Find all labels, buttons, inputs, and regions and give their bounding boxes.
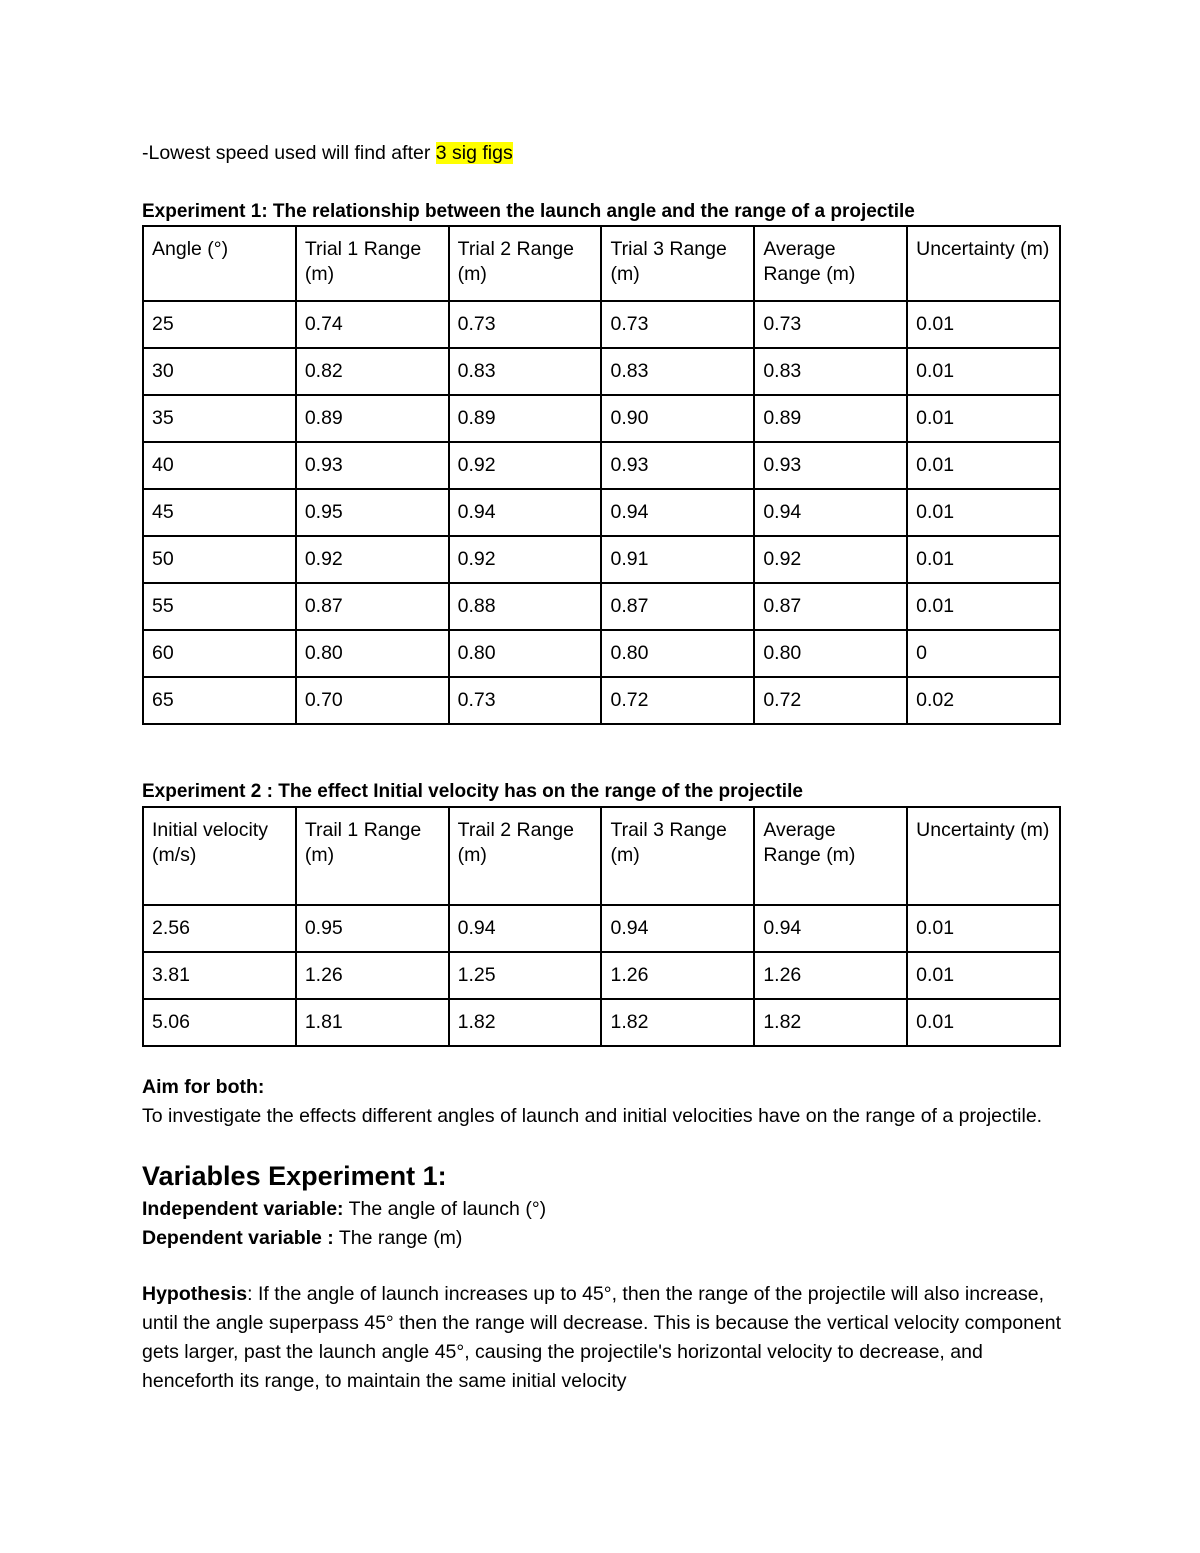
table-cell: 30: [143, 348, 296, 395]
table-cell: 0.83: [754, 348, 907, 395]
table-cell: 1.26: [601, 952, 754, 999]
table-row: [143, 395, 1060, 442]
table-header-cell: Angle (°): [143, 226, 296, 301]
table-cell: 0.82: [296, 348, 449, 395]
table-cell: 0.80: [754, 630, 907, 677]
note-line: [142, 139, 513, 168]
table-header-cell: Trial 3 Range (m): [601, 226, 754, 301]
table-cell: 0.94: [754, 905, 907, 952]
table-cell: 0.72: [754, 677, 907, 724]
table-cell: 0.89: [754, 395, 907, 442]
aim-heading: Aim for both:: [142, 1076, 265, 1098]
table-row: [143, 536, 1060, 583]
table-header-cell: Trail 3 Range (m): [601, 807, 754, 905]
table-cell: 65: [143, 677, 296, 724]
table-cell: 0.93: [296, 442, 449, 489]
table-cell: 1.82: [449, 999, 602, 1046]
table-cell: 50: [143, 536, 296, 583]
table-row: [143, 999, 1060, 1046]
table-cell: 0.70: [296, 677, 449, 724]
table-cell: 0.01: [907, 905, 1060, 952]
hypothesis-label: Hypothesis: [142, 1283, 248, 1305]
table-cell: 0.94: [754, 489, 907, 536]
table-cell: 0.83: [601, 348, 754, 395]
table-header-cell: Uncertainty (m): [907, 807, 1060, 905]
table-cell: 0.01: [907, 489, 1060, 536]
table-header-cell: Average Range (m): [754, 807, 907, 905]
table-header-cell: Uncertainty (m): [907, 226, 1060, 301]
table-row: [143, 677, 1060, 724]
table-cell: 5.06: [143, 999, 296, 1046]
experiment2-table: [142, 806, 1061, 1047]
table-row: [143, 630, 1060, 677]
table-cell: 0.01: [907, 536, 1060, 583]
table-row: [143, 905, 1060, 952]
table-row: [143, 583, 1060, 630]
table-row: [143, 442, 1060, 489]
table-cell: 0.80: [601, 630, 754, 677]
table-cell: 60: [143, 630, 296, 677]
table-cell: 1.26: [754, 952, 907, 999]
table-row: [143, 348, 1060, 395]
table-cell: 0.73: [449, 677, 602, 724]
table-cell: 35: [143, 395, 296, 442]
table-cell: 0.92: [296, 536, 449, 583]
experiment2-title: Experiment 2 : The effect Initial velocity has on the range of the projectile: [142, 781, 803, 802]
table-cell: 0.73: [449, 301, 602, 348]
hypothesis-text: : If the angle of launch increases up to 45°, then the range of the projectile will also increase, until the angle superpass 45° then the range will decrease. This is because the vertical velocity component gets larger, past the launch angle 45°, causing the projectile's horizontal velocity to decrease, and henceforth its range, to maintain the same initial velocity: [142, 1283, 1062, 1392]
dependent-variable-value: The range (m): [333, 1227, 463, 1249]
table-cell: 0.80: [449, 630, 602, 677]
table-cell: 55: [143, 583, 296, 630]
table-cell: 0.95: [296, 489, 449, 536]
independent-variable-line: [142, 1195, 1062, 1224]
table-cell: 0.89: [449, 395, 602, 442]
table-cell: 0.92: [449, 442, 602, 489]
table-header-cell: Initial velocity (m/s): [143, 807, 296, 905]
experiment2-table-body: [143, 807, 1060, 1046]
experiment1-table: [142, 225, 1061, 725]
table-cell: 0.94: [449, 489, 602, 536]
independent-variable-label: Independent variable:: [142, 1198, 344, 1220]
table-row: [143, 489, 1060, 536]
table-cell: 0.94: [601, 905, 754, 952]
table-cell: 0.87: [296, 583, 449, 630]
aim-text: To investigate the effects different angles of launch and initial velocities have on the range of a projectile.: [142, 1105, 1043, 1127]
table-cell: 1.81: [296, 999, 449, 1046]
table-cell: 0.83: [449, 348, 602, 395]
table-cell: 0.74: [296, 301, 449, 348]
hypothesis-paragraph: [142, 1280, 1062, 1396]
table-row: [143, 301, 1060, 348]
dependent-variable-line: [142, 1224, 1062, 1253]
table-cell: 0.95: [296, 905, 449, 952]
table-cell: 1.26: [296, 952, 449, 999]
note-text: -Lowest speed used will find after: [142, 142, 436, 164]
table-cell: 40: [143, 442, 296, 489]
table-cell: 0.01: [907, 583, 1060, 630]
table-cell: 0.94: [601, 489, 754, 536]
variables-heading: Variables Experiment 1:: [142, 1161, 447, 1191]
table-cell: 0.01: [907, 348, 1060, 395]
table-cell: 45: [143, 489, 296, 536]
table-header-cell: Trail 2 Range (m): [449, 807, 602, 905]
table-cell: 0.93: [754, 442, 907, 489]
table-header-cell: Average Range (m): [754, 226, 907, 301]
table-header-cell: Trail 1 Range (m): [296, 807, 449, 905]
table-cell: 0.92: [754, 536, 907, 583]
table-cell: 0.87: [754, 583, 907, 630]
table-cell: 0.01: [907, 999, 1060, 1046]
table-cell: 0.93: [601, 442, 754, 489]
table-cell: 0.92: [449, 536, 602, 583]
table-row: [143, 952, 1060, 999]
note-highlight: 3 sig figs: [435, 142, 513, 164]
table-cell: 0.73: [601, 301, 754, 348]
dependent-variable-label: Dependent variable :: [142, 1227, 334, 1249]
table-cell: 25: [143, 301, 296, 348]
table-cell: 0.91: [601, 536, 754, 583]
table-cell: 0.02: [907, 677, 1060, 724]
table-cell: 0.01: [907, 952, 1060, 999]
variables-section: [142, 1195, 1062, 1253]
experiment1-title: Experiment 1: The relationship between the launch angle and the range of a projectile: [142, 201, 915, 222]
table-cell: 2.56: [143, 905, 296, 952]
table-cell: 0.90: [601, 395, 754, 442]
table-cell: 0.72: [601, 677, 754, 724]
table-cell: 1.82: [601, 999, 754, 1046]
table-cell: 0.01: [907, 301, 1060, 348]
table-header-cell: Trial 1 Range (m): [296, 226, 449, 301]
table-cell: 0.87: [601, 583, 754, 630]
table-header-row: [143, 226, 1060, 301]
table-cell: 3.81: [143, 952, 296, 999]
table-cell: 0.88: [449, 583, 602, 630]
table-cell: 0.01: [907, 442, 1060, 489]
table-header-row: [143, 807, 1060, 905]
table-cell: 0.94: [449, 905, 602, 952]
table-cell: 1.82: [754, 999, 907, 1046]
table-cell: 1.25: [449, 952, 602, 999]
table-cell: 0.73: [754, 301, 907, 348]
table-cell: 0: [907, 630, 1060, 677]
independent-variable-value: The angle of launch (°): [343, 1198, 547, 1220]
aim-section: [142, 1073, 1062, 1131]
table-cell: 0.80: [296, 630, 449, 677]
experiment1-table-body: [143, 226, 1060, 724]
table-cell: 0.89: [296, 395, 449, 442]
table-cell: 0.01: [907, 395, 1060, 442]
table-header-cell: Trial 2 Range (m): [449, 226, 602, 301]
